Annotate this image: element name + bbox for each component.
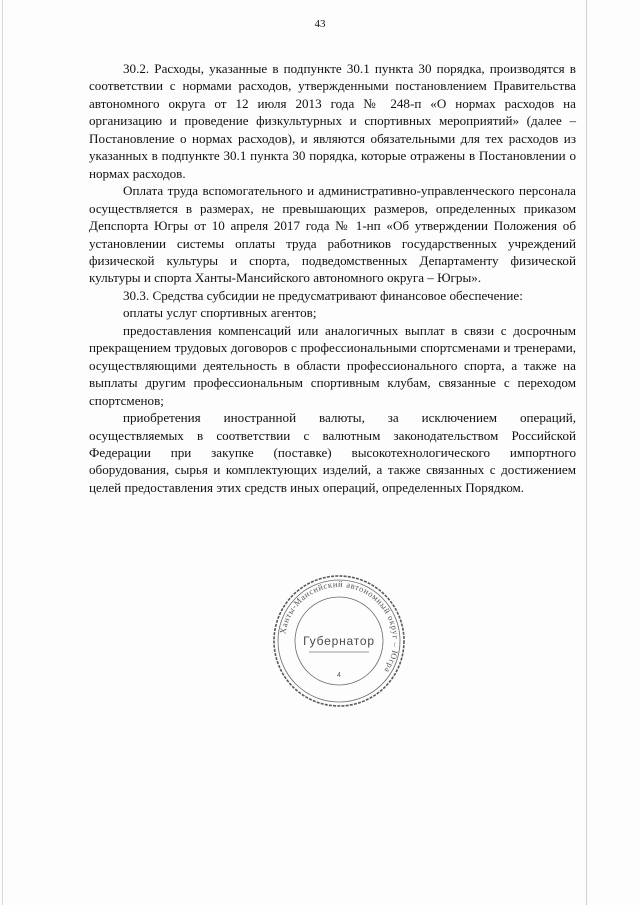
seal-center-text: Губернатор [303, 634, 375, 648]
list-item-compensation: предоставления компенсаций или аналогичных выплат в связи с досрочным прекращением трудовых договоров с профессиональными спортсменами и тренерами, осуществляющими деятельность в области профессионального спорта, а также на выплаты другим профессиональным спортивным клубам, связанные с переходом спортсменов; [89, 322, 576, 408]
paragraph-salary: Оплата труда вспомогательного и административно-управленческого персонала осуществляется в размерах, не превышающих размеров, определенных приказом Депспорта Югры от 10 апреля 2017 года № 1-нп «Об утверждении Положения об установлении системы оплаты труда работников государственных учреждений физической культуры и спорта, подведомственных Департаменту физической культуры и спорта Ханты-Мансийского автономного округа – Югры». [89, 183, 576, 286]
seal-graphic [271, 573, 407, 709]
list-item-foreign-currency: приобретения иностранной валюты, за исключением операций, осуществляемых в соответствии с валютным законодательством Российской Федерации при закупке (поставке) высокотехнологического импортного оборудования, сырья и комплектующих изделий, а также связанных с достижением целей предоставления этих средств иных операций, определенных Порядком. [89, 410, 576, 495]
page-number: 43 [314, 18, 326, 30]
paragraph-30-2: 30.2. Расходы, указанные в подпункте 30.1 пункта 30 порядка, производятся в соответствии с нормами расходов, утвержденными постановлением Правительства автономного округа от 12 июля 2013 года № 248-п «О нормах расходов на организацию и проведение физкультурных и спортивных мероприятий» (далее – Постановление о нормах расходов), и являются обязательными для тех расходов из указанных в подпункте 30.1 пункта 30 порядка, которые отражены в Постановлении о нормах расходов. [89, 61, 576, 181]
scan-edge-left [2, 0, 3, 905]
official-seal [271, 573, 407, 709]
paragraph-30-3: 30.3. Средства субсидии не предусматривают финансовое обеспечение: [123, 287, 523, 303]
seal-bottom-mark: 4 [337, 672, 341, 679]
seal-ring-text: Ханты-Мансийский автономный округ – Югра [277, 578, 402, 676]
document-body [89, 60, 576, 496]
list-item-sport-agents: оплаты услуг спортивных агентов; [123, 305, 317, 321]
scan-edge-right [586, 0, 587, 905]
